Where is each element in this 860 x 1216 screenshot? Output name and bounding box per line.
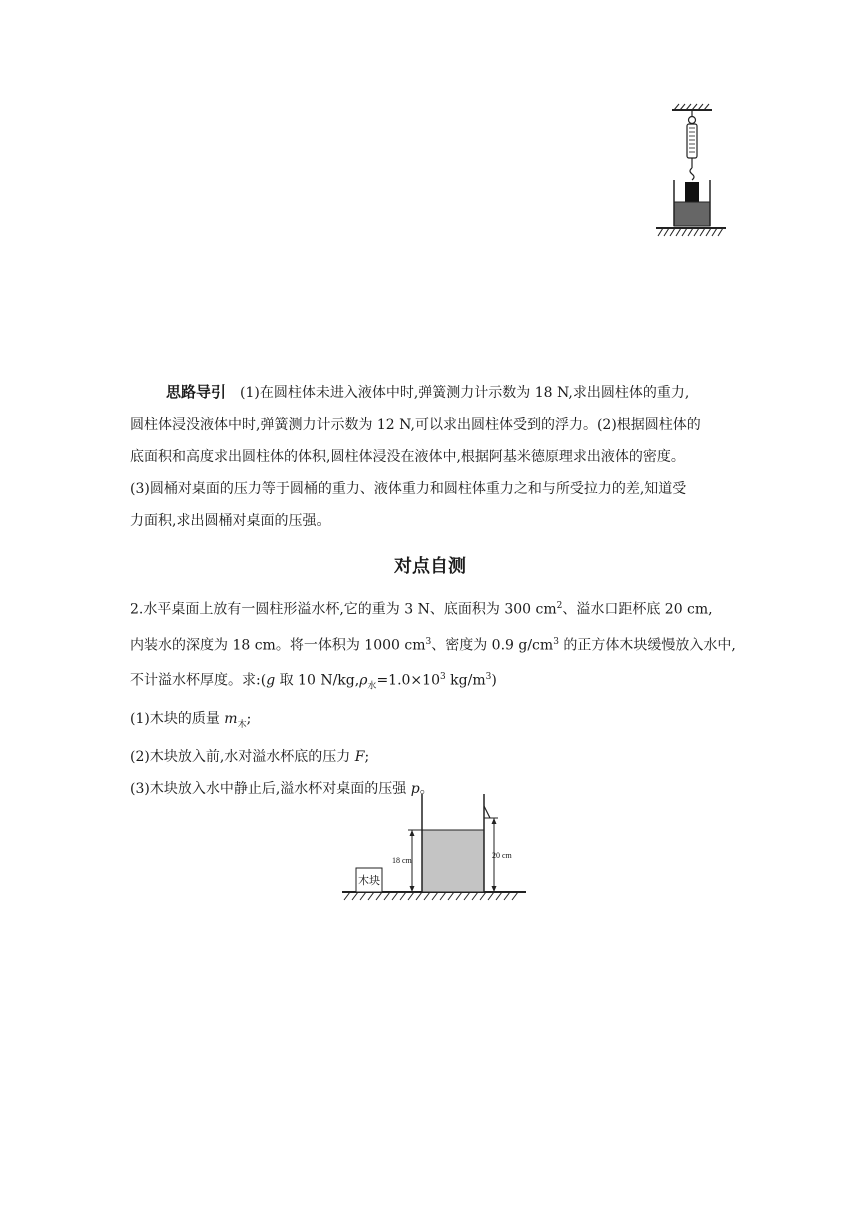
label-18cm: 18 cm: [392, 856, 412, 865]
hint-line-1: (1)在圆柱体未进入液体中时,弹簧测力计示数为 18 N,求出圆柱体的重力,: [240, 385, 690, 401]
hint-line-5: 力面积,求出圆桶对桌面的压强。: [130, 513, 331, 529]
hint-paragraph: [130, 376, 734, 537]
problem-line-2: 内装水的深度为 18 cm。将一体积为 1000 $cm^3$、密度为 0.9 $g/cm^3$ 的正方体木块缓慢放入水中,: [130, 636, 736, 654]
wood-block-label: 木块: [358, 874, 380, 887]
problem-line-3: 不计溢水杯厚度。求:(g 取 10 $N/kg,\rho_水=1.0\times 10^3$ $kg/m^3$): [130, 672, 497, 692]
overflow-cup-figure: [340, 792, 530, 902]
question-3: (3)木块放入水中静止后,溢水杯对桌面的压强 p。: [130, 780, 434, 797]
question-1: (1)木块的质量 $m_木$;: [130, 710, 252, 730]
water: [422, 830, 484, 892]
problem-paragraph: [130, 590, 734, 805]
hint-line-3: 底面积和高度求出圆柱体的体积,圆柱体浸没在液体中,根据阿基米德原理求出液体的密度。: [130, 449, 685, 465]
section-title: 对点自测: [394, 556, 466, 577]
hint-label: 思路导引: [166, 383, 227, 401]
hint-line-2: 圆柱体浸没液体中时,弹簧测力计示数为 12 N,可以求出圆柱体受到的浮力。(2)根据圆柱体的: [130, 417, 701, 433]
question-2: (2)木块放入前,水对溢水杯底的压力 F;: [130, 748, 370, 765]
hint-line-4: (3)圆桶对桌面的压力等于圆桶的重力、液体重力和圆柱体重力之和与所受拉力的差,知道受: [130, 481, 687, 497]
spring-scale-cylinder-figure: [650, 100, 730, 240]
label-20cm: 20 cm: [492, 851, 512, 860]
problem-line-1: 2.水平桌面上放有一圆柱形溢水杯,它的重为 3 N、底面积为 300 $cm^2$、溢水口距杯底 20 cm,: [130, 601, 713, 618]
